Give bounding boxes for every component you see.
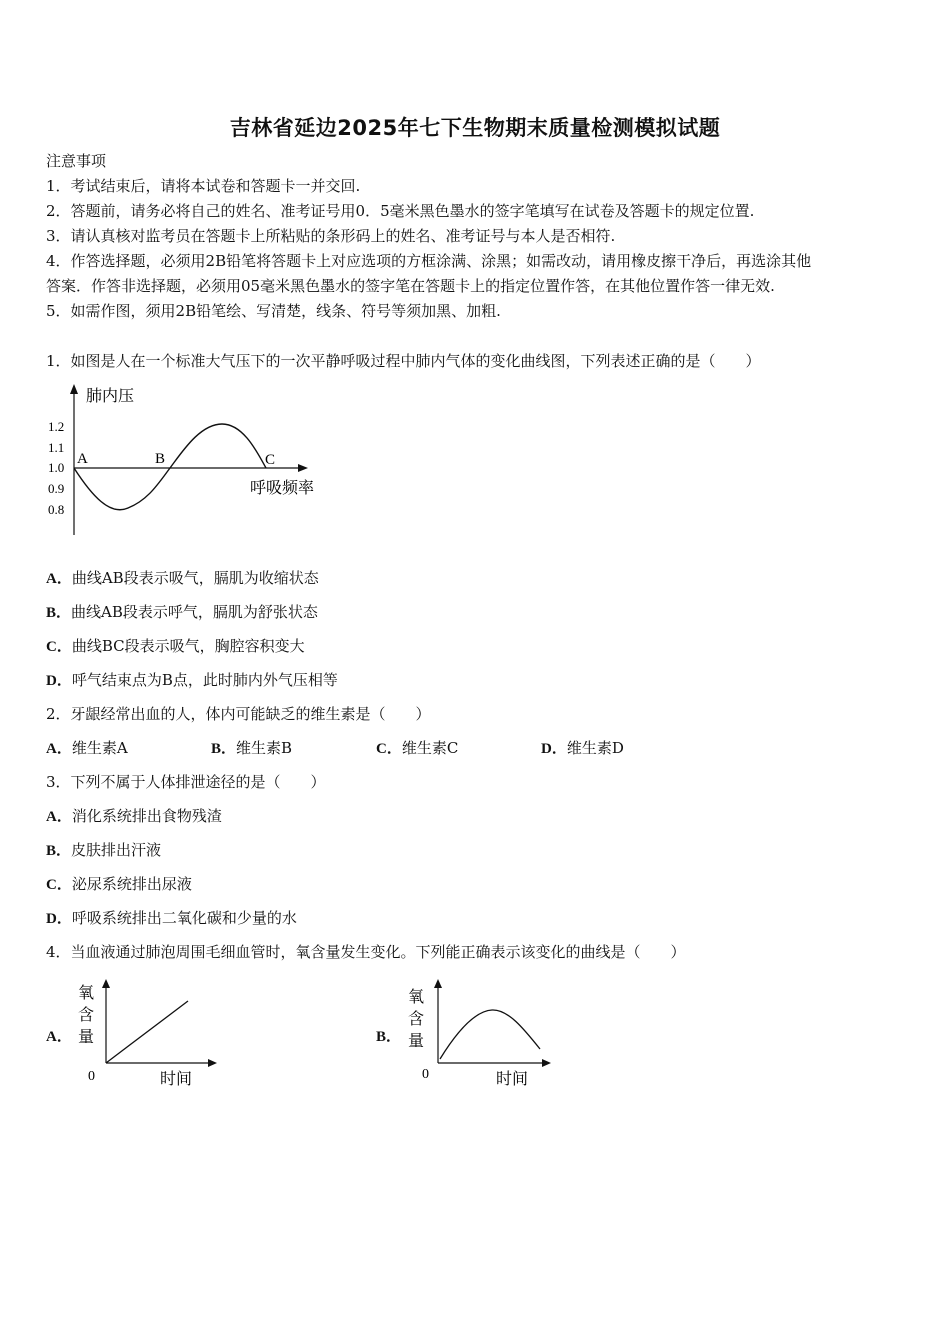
y-axis-label: 肺内压 — [86, 386, 135, 405]
option-letter: B． — [376, 1029, 402, 1045]
option: B．维生素B — [211, 739, 293, 757]
y-label-char: 氧 — [408, 987, 425, 1006]
option-letter: A． — [46, 1029, 72, 1045]
question-1-stem: 1．如图是人在一个标准大气压下的一次平静呼吸过程中肺内气体的变化曲线图，下列表述正确的是（ ） — [46, 352, 761, 370]
y-tick-label: 1.1 — [48, 440, 65, 455]
notice-item: 1．考试结束后，请将本试卷和答题卡一并交回. — [46, 177, 361, 195]
question-3-stem: 3．下列不属于人体排泄途径的是（ ） — [46, 773, 326, 791]
y-label-char: 含 — [408, 1009, 425, 1028]
notice-item: 4．作答选择题，必须用2B铅笔将答题卡上对应选项的方框涂满、涂黑；如需改动，请用橡皮擦干净后，再选涂其他 — [46, 252, 812, 270]
graph-b-rise-and-fall — [404, 975, 564, 1090]
option: C．泌尿系统排出尿液 — [46, 875, 192, 893]
option: B．皮肤排出汗液 — [46, 841, 162, 859]
y-axis-arrow — [70, 384, 78, 394]
y-label-char: 量 — [78, 1027, 95, 1046]
notice-item: 5．如需作图，须用2B铅笔绘、写清楚，线条、符号等须加黑、加粗. — [46, 302, 501, 320]
y-label-char: 含 — [78, 1005, 95, 1024]
y-label-char: 氧 — [78, 983, 95, 1002]
x-axis-label: 时间 — [160, 1069, 193, 1088]
question-4-stem: 4．当血液通过肺泡周围毛细血管时，氧含量发生变化。下列能正确表示该变化的曲线是（ ） — [46, 943, 686, 961]
lung-pressure-graph — [40, 380, 340, 545]
graph-a-linear-increase — [72, 975, 232, 1090]
y-tick-label: 1.2 — [48, 419, 65, 434]
y-label-char: 量 — [408, 1031, 425, 1050]
y-tick-label: 1.0 — [48, 460, 65, 475]
notice-item: 答案．作答非选择题，必须用05毫米黑色墨水的签字笔在答题卡上的指定位置作答，在其他位置作答一律无效. — [46, 277, 775, 295]
x-axis-label: 呼吸频率 — [250, 478, 315, 497]
option: C．维生素C — [376, 739, 459, 757]
page-title: 吉林省延边2025年七下生物期末质量检测模拟试题 — [229, 116, 721, 140]
point-label-a: A — [77, 451, 88, 467]
point-label-c: C — [265, 452, 276, 468]
x-axis-arrow — [298, 464, 308, 472]
notice-item: 2．答题前，请务必将自己的姓名、准考证号用0．5毫米黑色墨水的签字笔填写在试卷及答题卡的规定位置. — [46, 202, 755, 220]
option: D．呼吸系统排出二氧化碳和少量的水 — [46, 909, 297, 927]
point-label-b: B — [155, 451, 166, 467]
notice-item: 3．请认真核对监考员在答题卡上所粘贴的条形码上的姓名、准考证号与本人是否相符. — [46, 227, 616, 245]
y-axis-arrow — [102, 979, 110, 988]
origin-label: 0 — [422, 1067, 429, 1082]
origin-label: 0 — [88, 1069, 95, 1084]
x-axis-label: 时间 — [496, 1069, 529, 1088]
x-axis-arrow — [208, 1059, 217, 1067]
y-tick-label: 0.9 — [48, 481, 65, 496]
y-axis-arrow — [434, 979, 442, 988]
option: D．维生素D — [541, 739, 624, 757]
question-2-stem: 2．牙龈经常出血的人，体内可能缺乏的维生素是（ ） — [46, 705, 431, 723]
option: B．曲线AB段表示呼气，膈肌为舒张状态 — [46, 603, 318, 621]
oxygen-curve — [440, 1010, 540, 1059]
option: A．消化系统排出食物残渣 — [46, 807, 222, 825]
option: D．呼气结束点为B点，此时肺内外气压相等 — [46, 671, 338, 689]
pressure-curve — [74, 424, 266, 510]
option: A．维生素A — [46, 739, 128, 757]
notice-heading: 注意事项 — [46, 152, 107, 170]
y-tick-label: 0.8 — [48, 502, 65, 517]
x-axis-arrow — [542, 1059, 551, 1067]
option: C．曲线BC段表示吸气，胸腔容积变大 — [46, 637, 305, 655]
oxygen-curve — [106, 1001, 188, 1063]
option: A．曲线AB段表示吸气，膈肌为收缩状态 — [46, 569, 319, 587]
